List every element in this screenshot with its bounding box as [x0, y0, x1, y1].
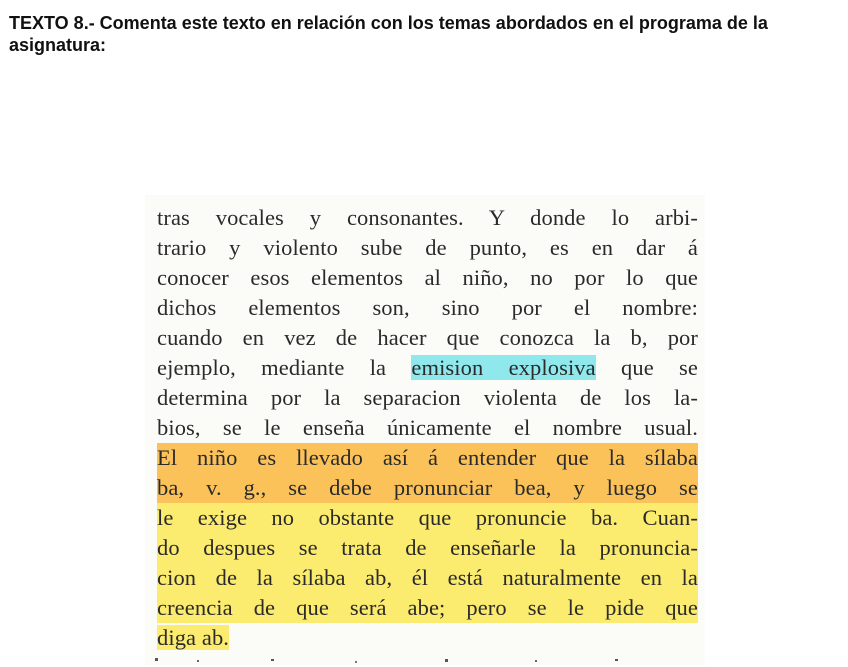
excerpt-line-9: [157, 443, 698, 473]
excerpt-line-3: [157, 263, 698, 293]
excerpt-line-6-after: que se: [595, 355, 698, 380]
excerpt-line-2-text: trario y violento sube de punto, es en dar á: [157, 235, 698, 260]
excerpt-line-14: [157, 593, 698, 623]
excerpt-line-1-text: tras vocales y consonantes. Y donde lo arbi-: [157, 205, 698, 230]
excerpt-line-11: [157, 503, 698, 533]
excerpt-line-11-text: le exige no obstante que pronuncie ba. Cuan-: [157, 505, 698, 530]
excerpt-line-13-text: cion de la sílaba ab, él está naturalmente en la: [157, 565, 698, 590]
excerpt-line-12: [157, 533, 698, 563]
exercise-heading: TEXTO 8.- Comenta este texto en relación con los temas abordados en el programa de la asignatura:: [9, 13, 768, 55]
excerpt-line-5-text: cuando en vez de hacer que conozca la b, por: [157, 325, 698, 350]
excerpt-line-6-before: ejemplo, mediante la: [157, 355, 412, 380]
excerpt-line-7-text: determina por la separacion violenta de los la-: [157, 385, 698, 410]
excerpt-line-12-text: do despues se trata de enseñarle la pronuncia-: [157, 535, 698, 560]
excerpt-line-14-text: creencia de que será abe; pero se le pide que: [157, 595, 698, 620]
scan-bottom-artifacts: [145, 651, 705, 665]
excerpt-line-2: [157, 233, 698, 263]
excerpt-line-4: [157, 293, 698, 323]
excerpt-line-15: [157, 623, 229, 653]
scanned-excerpt: [145, 195, 705, 665]
excerpt-line-9-text: El niño es llevado así á entender que la sílaba: [157, 445, 698, 470]
excerpt-line-10: [157, 473, 698, 503]
excerpt-line-13: [157, 563, 698, 593]
excerpt-line-6: [157, 353, 698, 383]
excerpt-line-4-text: dichos elementos son, sino por el nombre:: [157, 295, 698, 320]
excerpt-line-7: [157, 383, 698, 413]
excerpt-line-8-text: bios, se le enseña únicamente el nombre usual.: [157, 415, 698, 440]
highlight-emision-explosiva: emision explosiva: [411, 355, 596, 380]
excerpt-line-15-text: diga ab.: [157, 625, 230, 650]
excerpt-line-1: [157, 203, 698, 233]
excerpt-line-3-text: conocer esos elementos al niño, no por lo que: [157, 265, 698, 290]
excerpt-line-10-text: ba, v. g., se debe pronunciar bea, y luego se: [157, 475, 698, 500]
excerpt-line-5: [157, 323, 698, 353]
excerpt-line-8: [157, 413, 698, 443]
